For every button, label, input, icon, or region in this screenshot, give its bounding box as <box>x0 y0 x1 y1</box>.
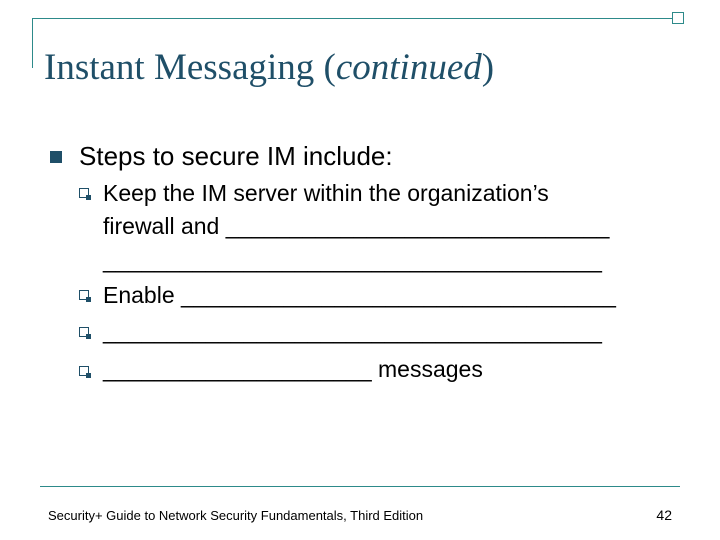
subbullet-line: Enable __________________________________ <box>103 282 616 308</box>
page-number: 42 <box>656 507 672 523</box>
square-bullet-icon <box>50 151 62 163</box>
subbullet-line: firewall and ______________________________ <box>103 213 610 239</box>
slide-title-italic: continued <box>335 47 482 88</box>
subbullet-line: _______________________________________ <box>103 318 602 344</box>
checkbox-bullet-icon <box>79 327 89 337</box>
footer-source: Security+ Guide to Network Security Fundamentals, Third Edition <box>48 508 424 523</box>
slide-title-main: Instant Messaging ( <box>44 47 336 88</box>
slide-title-close: ) <box>481 47 495 88</box>
frame-top-rule <box>32 18 678 19</box>
checkbox-bullet-icon <box>79 290 89 300</box>
bullet-text-steps: Steps to secure IM include: <box>79 141 393 171</box>
subbullet-line: _____________________ messages <box>103 356 483 382</box>
slide-title <box>44 44 494 92</box>
checkbox-bullet-icon <box>79 188 89 198</box>
frame-left-rule <box>32 18 33 68</box>
subbullet-line: Keep the IM server within the organization’s <box>103 180 549 206</box>
subbullet-line: _______________________________________ <box>103 247 602 273</box>
checkbox-bullet-icon <box>79 366 89 376</box>
footer-rule <box>40 486 680 487</box>
corner-square-decoration <box>672 12 684 24</box>
